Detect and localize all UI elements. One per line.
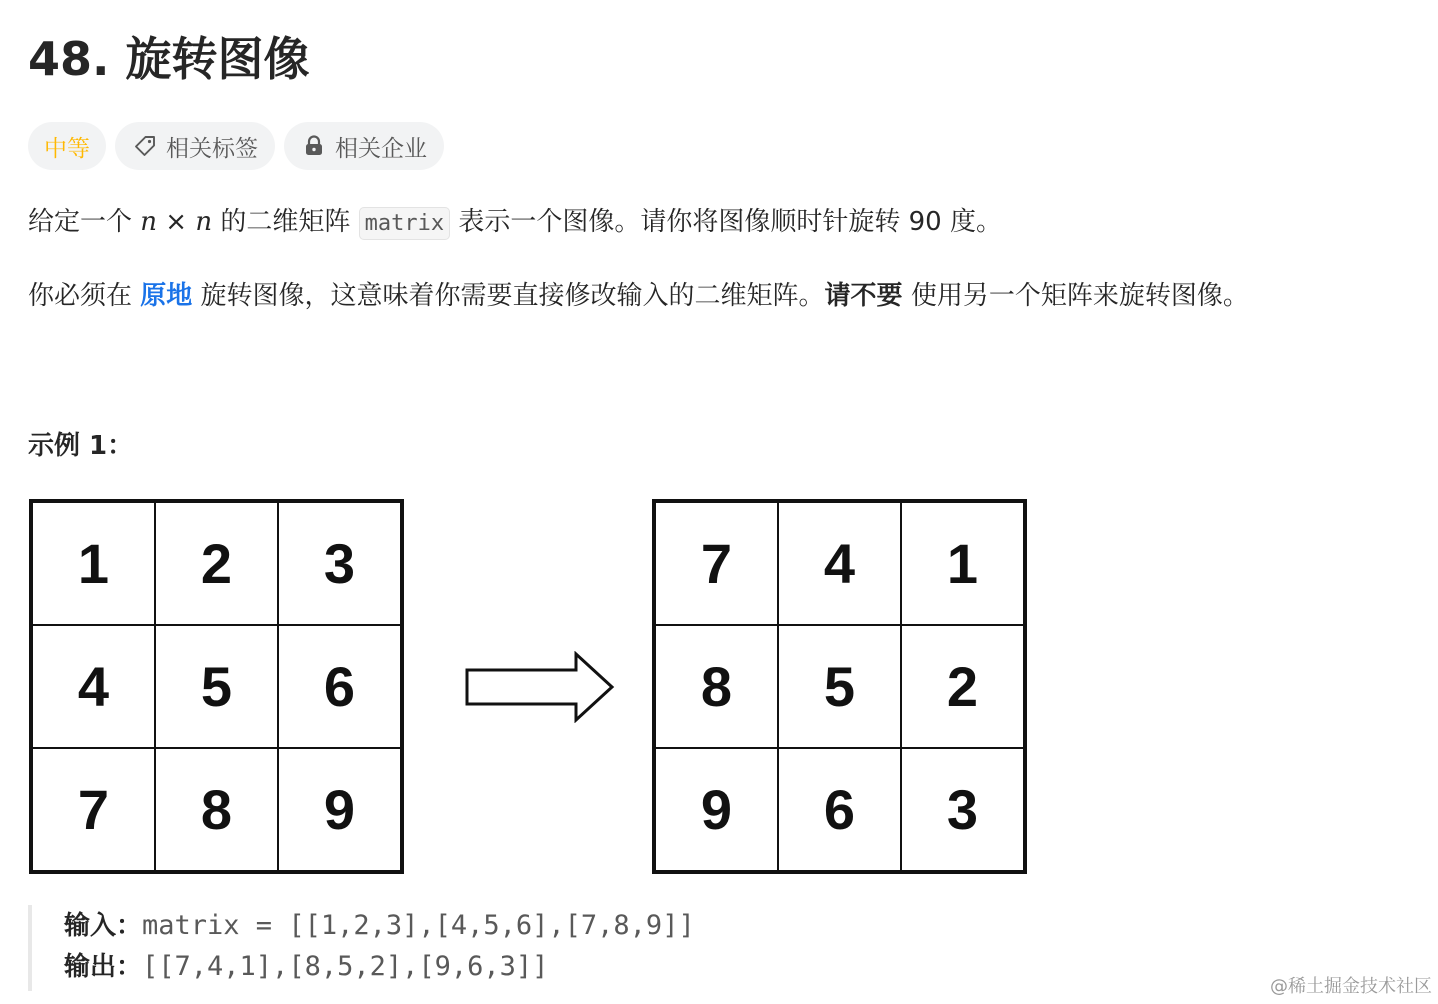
output-matrix-grid [652,499,1027,874]
in-place-link[interactable]: 原地 [140,281,193,311]
input-label: 输入： [64,911,143,941]
companies-tag-label: 相关企业 [335,135,427,162]
input-matrix-grid [29,499,404,874]
output-label: 输出： [64,952,143,982]
text-segment: 你必须在 [28,281,141,311]
matrix-cell: 9 [278,748,401,871]
matrix-cell: 6 [778,748,901,871]
example-title: 示例 1： [28,431,134,461]
matrix-cell: 5 [778,625,901,748]
matrix-cell: 4 [778,502,901,625]
math-times: × [157,207,196,237]
matrix-cell: 8 [655,625,778,748]
matrix-cell: 6 [278,625,401,748]
matrix-cell: 3 [901,748,1024,871]
matrix-cell: 9 [655,748,778,871]
text-segment: 旋转图像，这意味着你需要直接修改输入的二维矩阵。 [192,281,825,311]
description-paragraph-1 [28,202,1002,244]
math-n: n [140,207,158,237]
output-value: [[7,4,1],[8,5,2],[9,6,3]] [142,951,549,982]
output-row [64,946,695,987]
input-value: matrix = [[1,2,3],[4,5,6],[7,8,9]] [142,910,695,941]
lock-icon [301,133,327,159]
matrix-cell: 7 [32,748,155,871]
text-segment: 使用另一个矩阵来旋转图像。 [902,281,1249,311]
problem-title: 48. 旋转图像 [28,32,310,86]
matrix-cell: 1 [32,502,155,625]
matrix-cell: 8 [155,748,278,871]
tag-bar [28,122,444,170]
matrix-cell: 3 [278,502,401,625]
text-segment: 的二维矩阵 [212,207,359,237]
text-segment: 给定一个 [28,207,141,237]
description-paragraph-2 [28,276,1249,316]
matrix-cell: 2 [155,502,278,625]
input-row [64,905,695,946]
example-io-block [28,905,695,991]
text-segment: 表示一个图像。请你将图像顺时针旋转 90 度。 [450,207,1002,237]
matrix-cell: 2 [901,625,1024,748]
math-n: n [195,207,213,237]
topics-tag-button[interactable] [115,122,275,170]
emphasis-text: 请不要 [824,281,903,311]
watermark: @稀土掘金技术社区 [1270,976,1432,997]
topics-tag-label: 相关标签 [166,135,258,162]
matrix-cell: 1 [901,502,1024,625]
inline-code: matrix [359,207,450,240]
matrix-cell: 7 [655,502,778,625]
right-arrow-icon [464,651,616,723]
difficulty-badge[interactable]: 中等 [28,122,106,170]
tag-icon [132,133,158,159]
matrix-cell: 4 [32,625,155,748]
matrix-cell: 5 [155,625,278,748]
companies-tag-button[interactable] [284,122,444,170]
